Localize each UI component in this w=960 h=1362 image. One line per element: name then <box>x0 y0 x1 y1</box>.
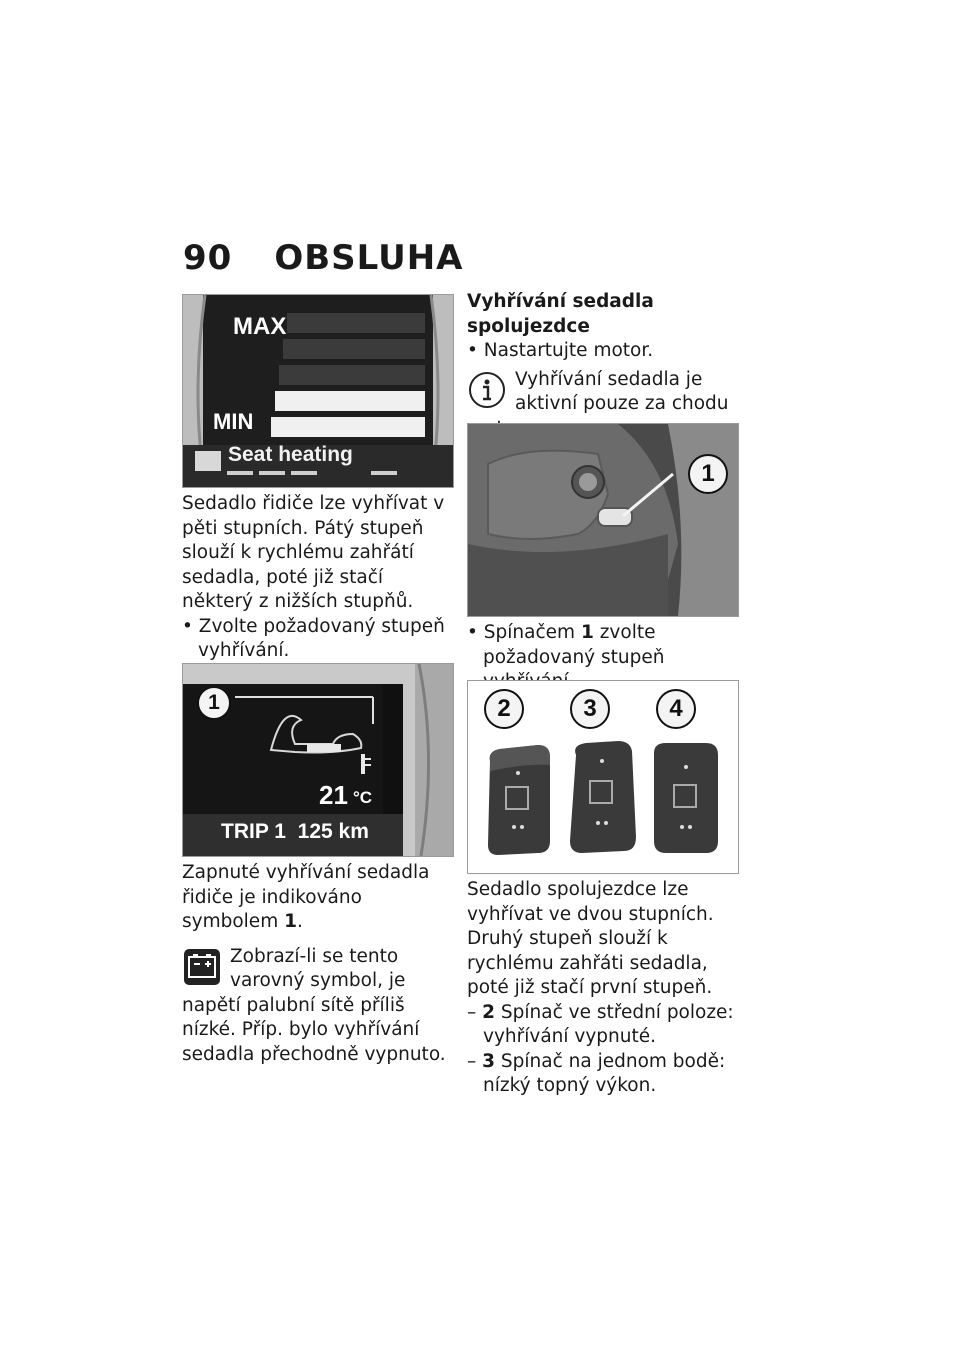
bullet-select-level: • Zvolte požadovaný stupeň vyhřívání. <box>182 615 445 661</box>
passenger-heating-heading: Vyhřívání sedadla spolujezdce <box>467 291 654 337</box>
dash-position-2-ref: 2 <box>482 1001 496 1023</box>
label-seat-heating: Seat heating <box>228 443 353 466</box>
dash-position-3: – 3 Spínač na jednom bodě: nízký topný výkon. <box>467 1050 726 1096</box>
callout-3: 3 <box>570 689 610 729</box>
switch-position-4 <box>654 743 718 853</box>
trip-readout: TRIP 1 125 km <box>221 820 369 843</box>
warning-note-text: Zobrazí-li se tento varovný symbol, je napětí palubní sítě příliš nízké. Příp. bylo vyhřívání sedadla přechodně vypnuto. <box>182 945 446 1065</box>
right-column-text-1 <box>467 290 742 441</box>
paragraph-indicator-end: . <box>296 911 303 932</box>
page-header <box>183 238 463 282</box>
callout-1: 1 <box>688 454 728 494</box>
info-note-text: Vyhřívání sedadla je aktivní pouze za chodu <box>515 368 729 414</box>
paragraph-indicator <box>182 861 454 935</box>
switch-position-2 <box>488 745 550 855</box>
info-icon <box>467 370 507 410</box>
left-column-text-2 <box>182 861 454 1067</box>
bullet-switch-select: • Spínačem 1 zvolte požadovaný stupeň <box>467 621 742 695</box>
switch-position-3 <box>570 741 636 853</box>
label-max: MAX <box>233 313 287 340</box>
seat-heating-display-figure <box>182 294 454 488</box>
paragraph-indicator-ref: 1 <box>284 911 297 932</box>
warning-note <box>182 945 454 1068</box>
switch-location-illustration <box>468 424 738 616</box>
passenger-switch-location-figure <box>467 423 739 617</box>
temperature-value: 21 <box>319 780 348 810</box>
paragraph-indicator-text: Zapnuté vyhřívání sedadla řidiče je indikováno symbolem <box>182 862 430 932</box>
label-min: MIN <box>213 409 254 434</box>
switch-positions-figure <box>467 680 739 874</box>
bullet-switch-select-pre: Spínačem <box>483 622 576 643</box>
page-number: 90 <box>183 238 233 278</box>
dash-position-3-text: Spínač na jednom bodě: nízký topný výkon. <box>483 1050 726 1096</box>
paragraph-passenger-levels: Sedadlo spolujezdce lze vyhřívat ve dvou stupních. Druhý stupeň slouží k rychlému zahřáti sedadla, poté již stačí první stupeň. <box>467 879 714 998</box>
callout-4: 4 <box>656 689 696 729</box>
bullet-switch-select-ref: 1 <box>580 622 594 643</box>
temperature-unit: °C <box>353 788 373 807</box>
battery-warning-icon <box>182 947 222 987</box>
paragraph-driver-seat-levels: Sedadlo řidiče lze vyhřívat v pěti stupních. Pátý stupeň slouží k rychlému zahřátí sedadla, poté již stačí některý z nižších stupňů. <box>182 493 445 612</box>
dash-position-2: – 2 Spínač ve střední poloze: vyhřívání vypnuté. <box>467 1001 734 1047</box>
trip-display-figure <box>182 663 454 857</box>
callout-1: 1 <box>197 686 231 720</box>
section-title: OBSLUHA <box>274 238 464 278</box>
dash-position-2-text: Spínač ve střední poloze: vyhřívání vypnuté. <box>483 1001 734 1047</box>
right-column-text-3 <box>467 878 742 1099</box>
dash-position-3-ref: 3 <box>482 1050 496 1072</box>
left-column-text-1 <box>182 492 454 664</box>
bullet-switch-select-post: zvolte požadovaný stupeň <box>483 622 665 668</box>
callout-2: 2 <box>484 689 524 729</box>
bullet-start-engine: • Nastartujte motor. <box>467 340 654 361</box>
bullet-select-level-text: Zvolte požadovaný stupeň vyhřívání. <box>198 615 445 661</box>
bullet-start-engine-text: Nastartujte motor. <box>483 340 654 361</box>
